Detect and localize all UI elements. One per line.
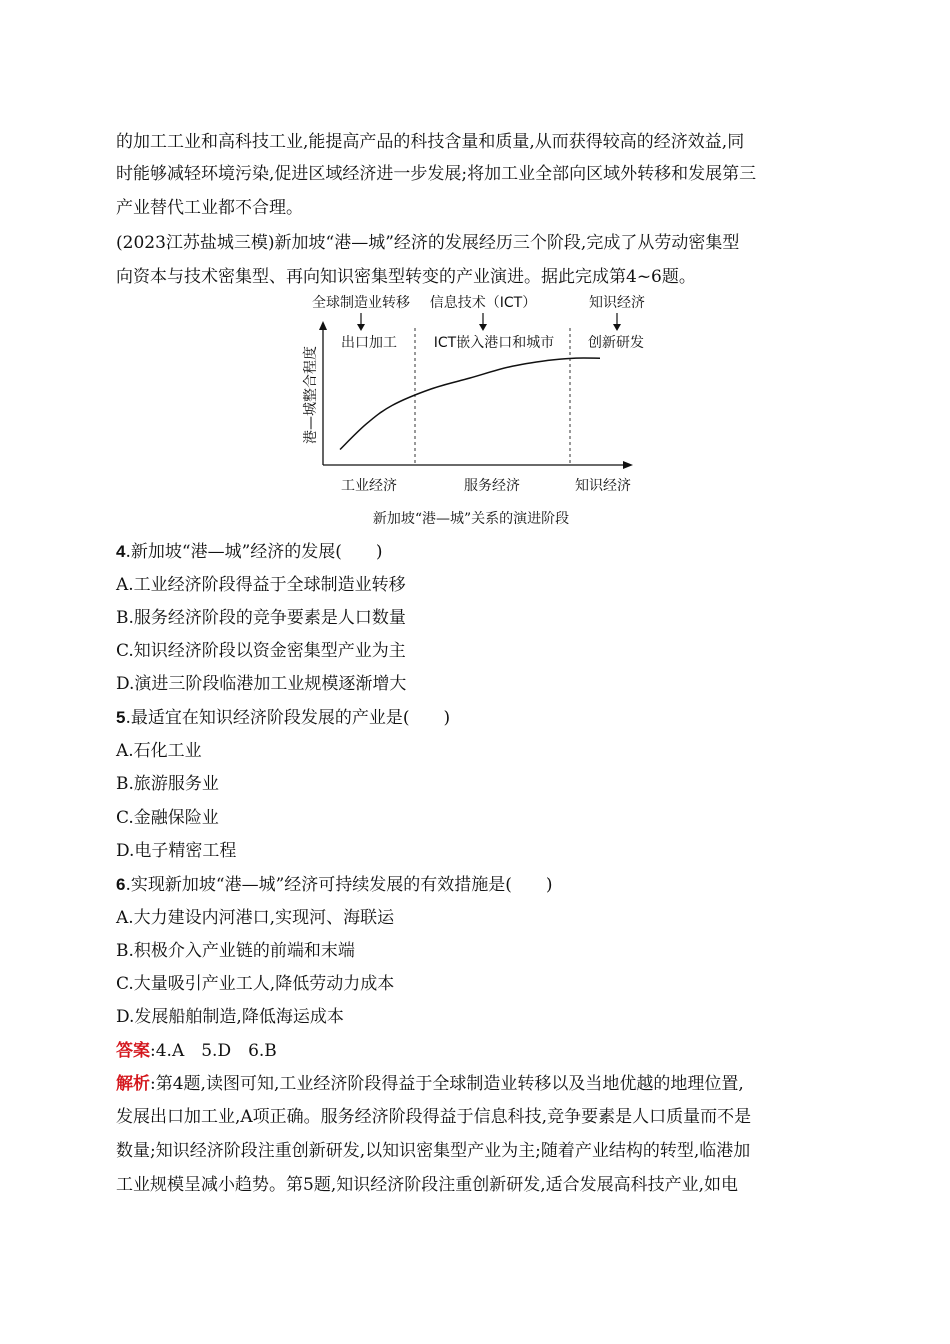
- stage-label-3: 创新研发: [588, 335, 644, 351]
- intro-line-3: 产业替代工业都不合理。: [116, 198, 303, 218]
- intro-line-1: 的加工工业和高科技工业,能提高产品的科技含量和质量,从而获得较高的经济效益,同: [116, 132, 745, 152]
- answer-text: :4.A 5.D 6.B: [150, 1041, 277, 1061]
- analysis-label: 解析: [116, 1074, 150, 1094]
- analysis-line-3: 数量;知识经济阶段注重创新研发,以知识密集型产业为主;随着产业结构的转型,临港加: [116, 1141, 751, 1161]
- question-6-option-a[interactable]: A.大力建设内河港口,实现河、海联运: [116, 908, 395, 928]
- driver-label-3: 知识经济: [589, 295, 645, 311]
- chart-title: 新加坡“港—城”关系的演进阶段: [372, 511, 570, 527]
- question-4-option-a[interactable]: A.工业经济阶段得益于全球制造业转移: [116, 575, 406, 595]
- context-line-1: (2023江苏盐城三模)新加坡“港—城”经济的发展经历三个阶段,完成了从劳动密集型: [116, 233, 740, 253]
- question-5-option-b[interactable]: B.旅游服务业: [116, 774, 219, 794]
- question-4-option-d[interactable]: D.演进三阶段临港加工业规模逐渐增大: [116, 674, 407, 694]
- y-axis-arrow: [319, 321, 327, 330]
- driver-arrowhead-3: [613, 324, 621, 331]
- context-line-2: 向资本与技术密集型、再向知识密集型转变的产业演进。据此完成第4~6题。: [116, 267, 696, 287]
- analysis-line-2: 发展出口加工业,A项正确。服务经济阶段得益于信息科技,竞争要素是人口质量而不是: [116, 1107, 752, 1127]
- driver-arrowhead-1: [357, 324, 365, 331]
- question-5-option-d[interactable]: D.电子精密工程: [116, 841, 237, 861]
- question-5-option-a[interactable]: A.石化工业: [116, 741, 202, 761]
- y-axis-label: 港—城整合程度: [303, 346, 319, 444]
- question-4-option-c[interactable]: C.知识经济阶段以资金密集型产业为主: [116, 641, 406, 661]
- stage-label-1: 出口加工: [341, 335, 397, 351]
- x-stage-label-1: 工业经济: [341, 478, 397, 494]
- analysis-line-4: 工业规模呈减小趋势。第5题,知识经济阶段注重创新研发,适合发展高科技产业,如电: [116, 1175, 739, 1195]
- question-4-stem: 4.新加坡“港—城”经济的发展( ): [116, 542, 383, 562]
- evolution-chart: [295, 290, 695, 530]
- stage-label-2: ICT嵌入港口和城市: [433, 335, 555, 351]
- driver-arrowhead-2: [479, 324, 487, 331]
- driver-label-2: 信息技术（ICT）: [429, 295, 537, 311]
- question-6-option-d[interactable]: D.发展船舶制造,降低海运成本: [116, 1007, 344, 1027]
- x-stage-label-3: 知识经济: [575, 478, 631, 494]
- analysis-line-1: 解析:第4题,读图可知,工业经济阶段得益于全球制造业转移以及当地优越的地理位置,: [116, 1074, 744, 1094]
- integration-curve: [340, 358, 600, 449]
- x-stage-label-2: 服务经济: [464, 478, 520, 494]
- intro-line-2: 时能够减轻环境污染,促进区域经济进一步发展;将加工业全部向区域外转移和发展第三: [116, 164, 757, 184]
- question-4-option-b[interactable]: B.服务经济阶段的竞争要素是人口数量: [116, 608, 406, 628]
- answer-label: 答案: [116, 1041, 150, 1061]
- question-5-option-c[interactable]: C.金融保险业: [116, 808, 219, 828]
- answer-line: [116, 1039, 277, 1063]
- question-5-stem: 5.最适宜在知识经济阶段发展的产业是( ): [116, 708, 451, 728]
- x-axis-arrow: [623, 461, 633, 469]
- driver-label-1: 全球制造业转移: [312, 295, 410, 311]
- question-6-stem: 6.实现新加坡“港—城”经济可持续发展的有效措施是( ): [116, 875, 553, 895]
- question-6-option-b[interactable]: B.积极介入产业链的前端和末端: [116, 941, 355, 961]
- driver-arrows: [357, 313, 621, 331]
- question-6-option-c[interactable]: C.大量吸引产业工人,降低劳动力成本: [116, 974, 395, 994]
